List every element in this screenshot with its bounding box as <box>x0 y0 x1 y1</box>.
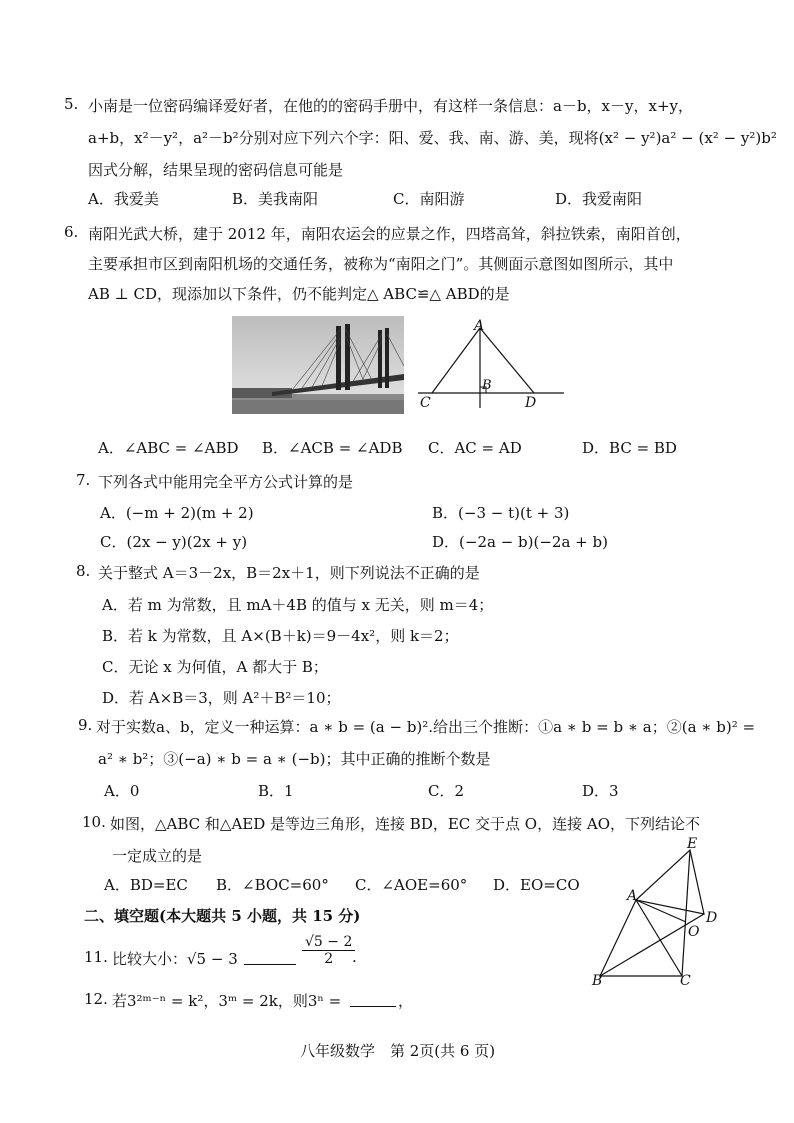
q6-label-b: B <box>482 378 492 393</box>
q10-option-a: A．BD=EC <box>104 876 188 894</box>
q10-number: 10. <box>82 813 106 831</box>
bridge-photo <box>232 316 404 414</box>
q12-text: 若3²ᵐ⁻ⁿ = k²，3ᵐ = 2k，则3ⁿ = <box>112 992 342 1010</box>
q7-option-a: A．(−m + 2)(m + 2) <box>100 504 254 522</box>
q11-fraction <box>298 934 359 967</box>
q6-option-b: B．∠ACB = ∠ADB <box>262 439 403 457</box>
q11-number: 11. <box>84 948 108 966</box>
q5-line1: 小南是一位密码编译爱好者，在他的的密码手册中，有这样一条信息：a－b，x－y，x+y， <box>88 97 693 115</box>
q6-number: 6. <box>64 223 79 241</box>
q8-option-b: B．若 k 为常数，且 A×(B＋k)＝9－4x²，则 k＝2； <box>102 627 459 645</box>
q11-suffix: . <box>352 948 357 966</box>
q10-label-o: O <box>688 924 700 940</box>
q8-option-a: A．若 m 为常数，且 mA＋4B 的值与 x 无关，则 m＝4； <box>102 596 494 614</box>
q6-option-a: A．∠ABC = ∠ABD <box>98 439 239 457</box>
q5-number: 5. <box>64 95 79 113</box>
q10-label-b: B <box>592 973 603 989</box>
q5-option-b: B．美我南阳 <box>232 190 319 208</box>
q5-line2: a+b，x²－y²，a²－b²分别对应下列六个字：阳、爱、我、南、游、美，现将(x² − y²)a² − (x² − y²)b² <box>88 129 777 147</box>
q11-fraction-numerator: √5 − 2 <box>302 934 355 951</box>
q9-option-c: C．2 <box>428 782 465 800</box>
section-header-fill-in: 二、填空题(本大题共 5 小题，共 15 分) <box>84 907 361 925</box>
q8-number: 8. <box>76 562 91 580</box>
q11-answer-blank[interactable] <box>244 950 296 965</box>
q6-line2: 主要承担市区到南阳机场的交通任务，被称为“南阳之门”。其侧面示意图如图所示，其中 <box>88 255 674 273</box>
q7-option-c: C．(2x − y)(2x + y) <box>100 533 248 551</box>
q12-suffix: ， <box>398 992 414 1010</box>
q7-option-d: D．(−2a − b)(−2a + b) <box>432 533 608 551</box>
q10-option-d: D．EO=CO <box>493 876 580 894</box>
q9-option-d: D．3 <box>582 782 619 800</box>
q6-option-d: D．BC = BD <box>582 439 677 457</box>
page-footer: 八年级数学 第 2页(共 6 页) <box>300 1042 496 1060</box>
q7-option-b: B．(−3 − t)(t + 3) <box>432 504 570 522</box>
q8-stem: 关于整式 A＝3－2x，B＝2x＋1，则下列说法不正确的是 <box>98 564 480 582</box>
q11-prefix: 比较大小：√5 − 3 <box>112 950 238 968</box>
q5-option-d: D．我爱南阳 <box>555 190 643 208</box>
q9-line1: 对于实数a、b，定义一种运算：a ∗ b = (a − b)².给出三个推断：①a ∗ b = b ∗ a；②(a ∗ b)² = <box>96 718 756 736</box>
q5-option-c: C．南阳游 <box>393 190 465 208</box>
q8-option-c: C．无论 x 为何值，A 都大于 B； <box>102 658 328 676</box>
q10-line1: 如图，△ABC 和△AED 是等边三角形，连接 BD，EC 交于点 O，连接 AO，下列结论不 <box>110 815 701 833</box>
q6-line1: 南阳光武大桥，建于 2012 年，南阳农运会的应景之作，四塔高耸，斜拉铁索，南阳首创， <box>88 225 691 243</box>
q10-label-c: C <box>680 973 691 989</box>
q9-line2: a² ∗ b²；③(−a) ∗ b = a ∗ (−b)；其中正确的推断个数是 <box>98 750 491 768</box>
q10-label-d: D <box>706 910 718 926</box>
q6-line3: AB ⊥ CD，现添加以下条件，仍不能判定△ ABC≌△ ABD的是 <box>88 285 510 303</box>
q6-label-a: A <box>474 318 485 334</box>
q6-label-c: C <box>420 395 431 411</box>
q5-line3: 因式分解，结果呈现的密码信息可能是 <box>88 161 344 179</box>
q10-option-b: B．∠BOC=60° <box>216 876 329 894</box>
q7-stem: 下列各式中能用完全平方公式计算的是 <box>98 473 354 491</box>
q9-option-b: B．1 <box>258 782 294 800</box>
q5-option-a: A．我爱美 <box>88 190 159 208</box>
q12-answer-blank[interactable] <box>350 992 396 1007</box>
q6-triangle-figure <box>418 318 564 416</box>
q6-option-c: C．AC = AD <box>428 439 522 457</box>
q10-line2: 一定成立的是 <box>112 847 203 865</box>
q6-label-d: D <box>525 395 537 411</box>
q12-number: 12. <box>84 990 108 1008</box>
q11-fraction-denominator: 2 <box>324 951 334 967</box>
q9-number: 9. <box>78 716 93 734</box>
q10-label-a: A <box>627 888 638 904</box>
q10-label-e: E <box>687 836 698 852</box>
q8-option-d: D．若 A×B＝3，则 A²＋B²＝10； <box>102 689 341 707</box>
q7-number: 7. <box>76 471 91 489</box>
q9-option-a: A．0 <box>104 782 140 800</box>
q10-option-c: C．∠AOE=60° <box>355 876 468 894</box>
